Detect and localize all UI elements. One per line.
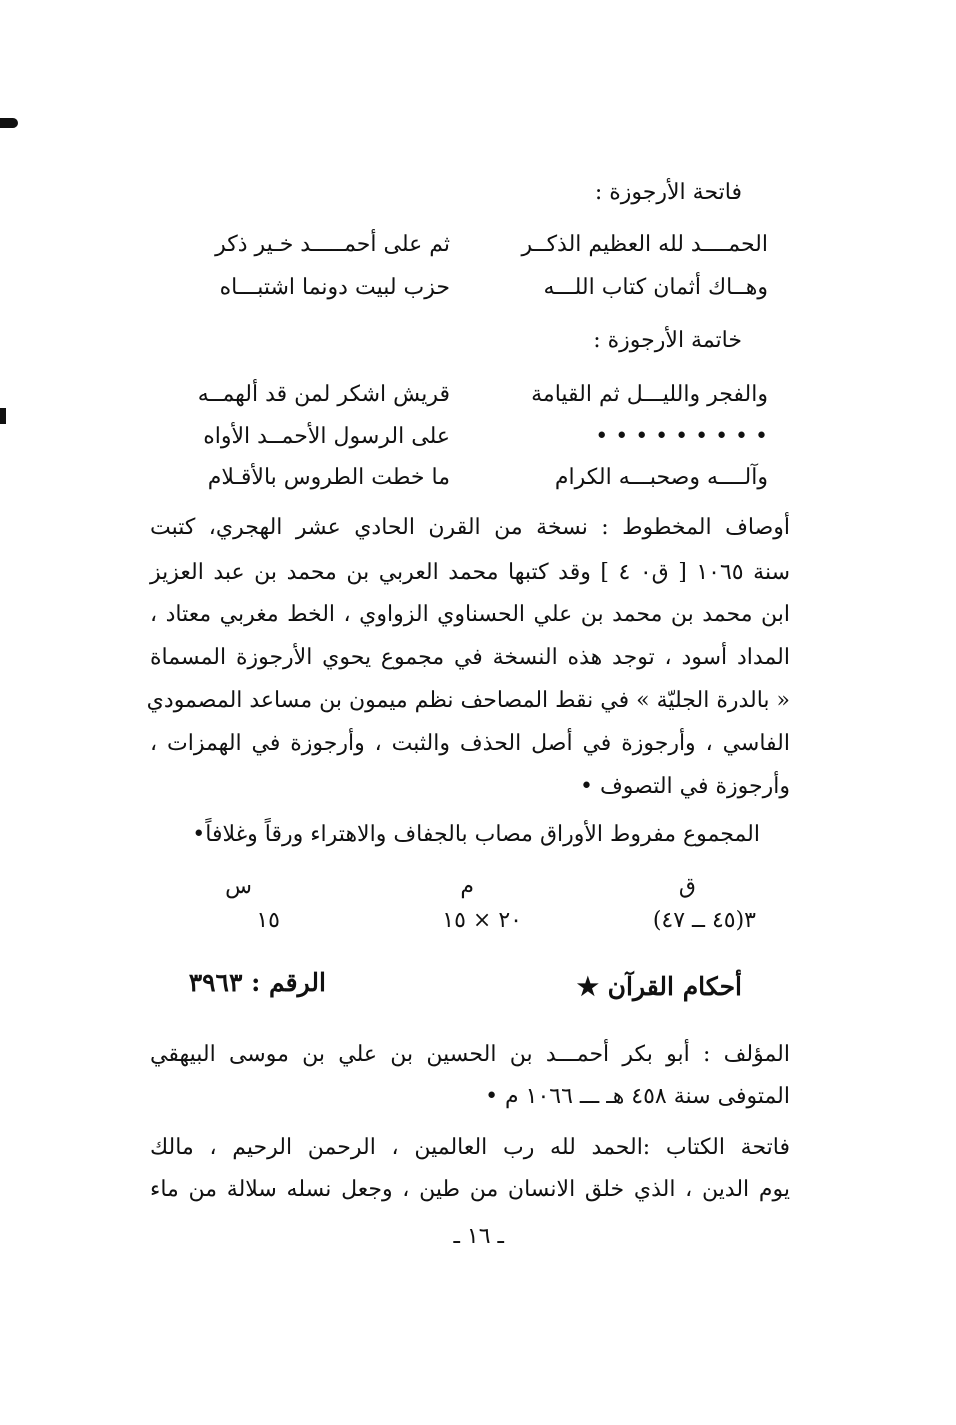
closing-verse-1-right: والفجر والليـــل ثم القيامة bbox=[531, 382, 768, 407]
closing-verse-1-left: قريش اشكر لمن قد ألهمــه bbox=[197, 382, 450, 407]
opening-verse-1-left: ثم على أحمـــــد خـير ذكر bbox=[215, 232, 450, 257]
description-line-5: « بالدرة الجليّة » في نقط المصاحف نظم ميمون بن مساعد المصمودي bbox=[146, 688, 790, 713]
description-line-6: الفاسي ، وأرجوزة في أصل الحذف والثبت ، وأرجوزة في الهمزات ، bbox=[150, 731, 790, 756]
description-line-2: سنة ١٠٦٥ [ ق٠ ٤ ] وقد كتبها محمد العربي بن محمد بن عبد العزيز bbox=[150, 560, 791, 585]
closing-verse-2-left: على الرسول الأحمــد الأواه bbox=[203, 424, 450, 449]
measure-value-size: ٢٠ × ١٥ bbox=[442, 908, 522, 933]
entry-number: الرقم : ٣٩٦٣ bbox=[188, 968, 326, 997]
measure-value-folios: ٣(٤٥ ــ ٤٧) bbox=[652, 908, 756, 933]
closing-verse-3-right: وآلــــه وصحبـــه الكرام bbox=[554, 465, 768, 490]
opening-verse-2-left: حزب لبيت دونما اشتبـــاه bbox=[219, 275, 450, 300]
closing-heading: خاتمة الأرجوزة : bbox=[593, 328, 742, 353]
closing-verse-2-right: • • • • • • • • • bbox=[595, 424, 768, 449]
scan-mark-middle bbox=[0, 408, 6, 424]
opening-heading: فاتحة الأرجوزة : bbox=[594, 180, 742, 205]
description-line-4: المداد أسود ، توجد هذه النسخة في مجموع يحوي الأرجوزة المسماة bbox=[150, 645, 790, 670]
opening-verse-2-right: وهــاك أثمان كتاب اللـــه bbox=[543, 275, 768, 300]
entry-title: أحكام القرآن ★ bbox=[576, 972, 742, 1001]
description-line-3: ابن محمد بن محمد بن علي الحسناوي الزواوي ، الخط مغربي معتاد ، bbox=[150, 602, 790, 627]
description-line-1: أوصاف المخطوط : نسخة من القرن الحادي عشر الهجري، كتبت bbox=[150, 515, 790, 540]
measure-header-folios: ق bbox=[678, 874, 696, 899]
author-line-2: المتوفى سنة ٤٥٨ هـ ـــ ١٠٦٦ م • bbox=[485, 1084, 790, 1109]
scan-mark-top bbox=[0, 118, 18, 128]
measure-header-lines: س bbox=[225, 874, 252, 899]
book-opening-line-1: فاتحة الكتاب :الحمد لله رب العالمين ، الرحمن الرحيم ، مالك bbox=[150, 1135, 790, 1160]
measure-value-lines: ١٥ bbox=[256, 908, 280, 933]
book-opening-line-2: يوم الدين ، الذي خلق الانسان من طين ، وجعل نسله سلالة من ماء bbox=[150, 1177, 790, 1202]
page-number: ـ ١٦ ـ bbox=[453, 1224, 504, 1249]
opening-verse-1-right: الحمــــد لله العظيم الذكــر bbox=[521, 232, 768, 257]
condition-note: المجموع مفروط الأوراق مصاب بالجفاف والاهتراء ورقاً وغلافاً• bbox=[192, 822, 760, 847]
closing-verse-3-left: ما خطت الطروس بالأقـلام bbox=[207, 465, 450, 490]
author-line-1: المؤلف : أبو بكر أحمـــد بن الحسين بن علي بن موسى البيهقي bbox=[150, 1042, 790, 1067]
description-line-7: وأرجوزة في التصوف • bbox=[580, 774, 790, 799]
measure-header-size: م bbox=[460, 874, 474, 899]
